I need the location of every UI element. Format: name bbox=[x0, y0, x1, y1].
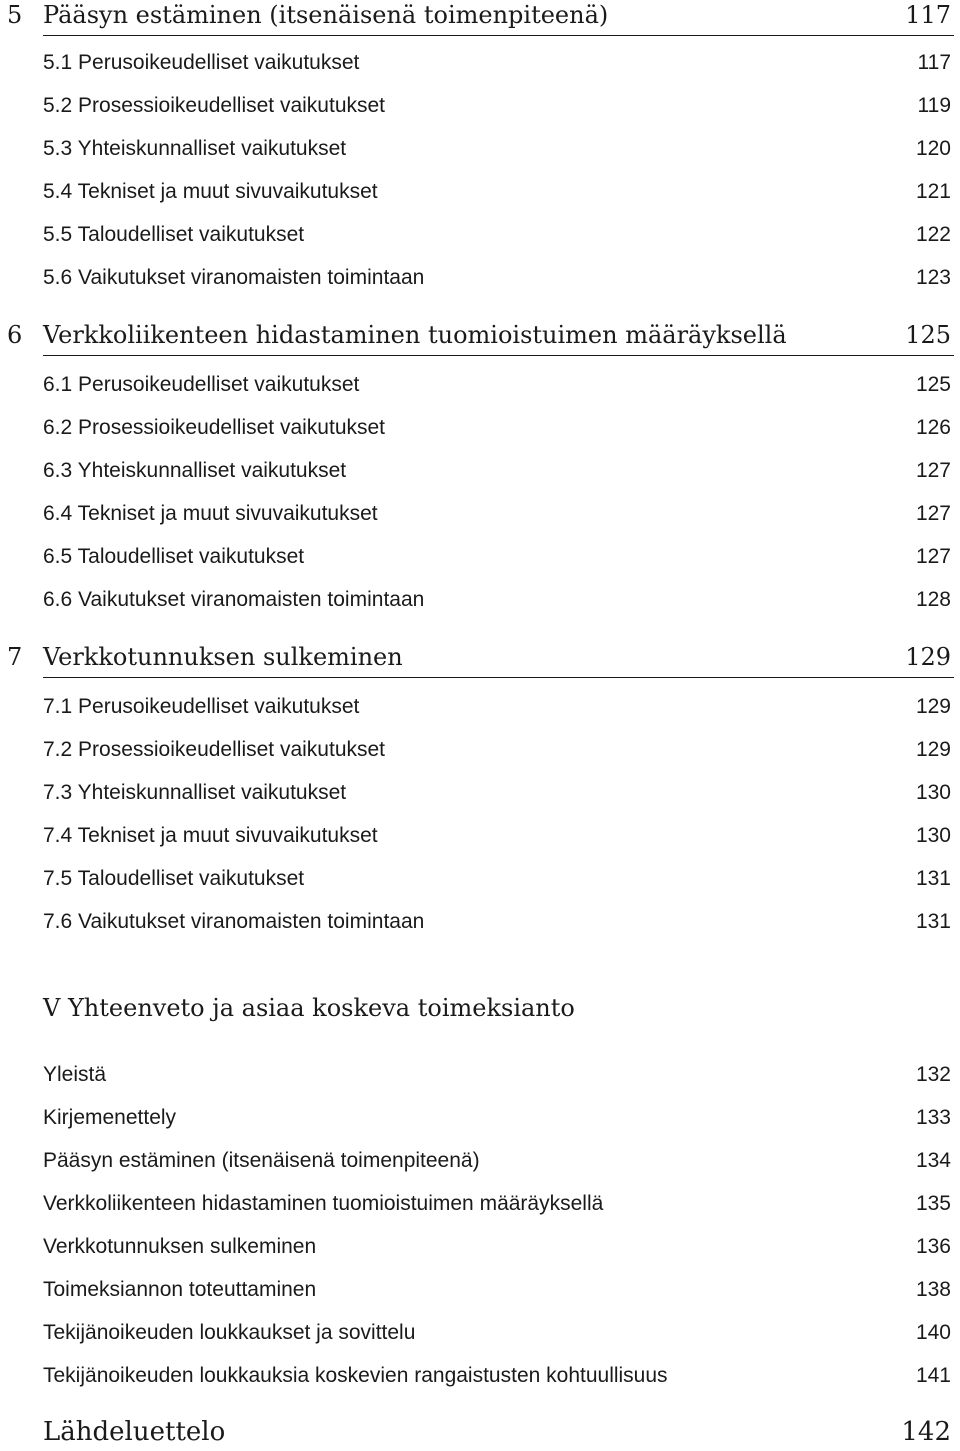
section-title: 6.6 Vaikutukset viranomaisten toimintaan bbox=[43, 588, 425, 611]
section-page: 119 bbox=[917, 94, 951, 117]
section-title: 5.3 Yhteiskunnalliset vaikutukset bbox=[43, 137, 347, 160]
chapter-heading bbox=[0, 320, 960, 358]
bibliography-page: 142 bbox=[901, 1417, 951, 1447]
chapter-title: Verkkotunnuksen sulkeminen bbox=[43, 643, 403, 671]
chapter-number: 7 bbox=[7, 643, 23, 671]
section-title: 5.1 Perusoikeudelliset vaikutukset bbox=[43, 51, 360, 74]
section-title: 7.6 Vaikutukset viranomaisten toimintaan bbox=[43, 910, 425, 933]
chapter-number: 5 bbox=[7, 1, 23, 29]
entry-page: 133 bbox=[915, 1106, 951, 1129]
section-page: 123 bbox=[915, 266, 951, 289]
section-title: 5.2 Prosessioikeudelliset vaikutukset bbox=[43, 94, 386, 117]
bibliography-title: Lähdeluettelo bbox=[43, 1417, 226, 1447]
section-title: 7.3 Yhteiskunnalliset vaikutukset bbox=[43, 781, 347, 804]
chapter-page: 125 bbox=[905, 321, 951, 349]
section-page: 117 bbox=[917, 51, 951, 74]
entry-title: Verkkoliikenteen hidastaminen tuomioistuimen määräyksellä bbox=[43, 1192, 604, 1215]
section-title: 6.1 Perusoikeudelliset vaikutukset bbox=[43, 373, 360, 396]
entry-title: Tekijänoikeuden loukkaukset ja sovittelu bbox=[43, 1321, 416, 1344]
section-title: 7.1 Perusoikeudelliset vaikutukset bbox=[43, 695, 360, 718]
chapter-number: 6 bbox=[7, 321, 23, 349]
section-page: 120 bbox=[915, 137, 951, 160]
section-title: 6.2 Prosessioikeudelliset vaikutukset bbox=[43, 416, 386, 439]
section-page: 130 bbox=[915, 824, 951, 847]
entry-page: 138 bbox=[915, 1278, 951, 1301]
section-title: 6.4 Tekniset ja muut sivuvaikutukset bbox=[43, 502, 378, 525]
section-page: 130 bbox=[915, 781, 951, 804]
entry-title: Kirjemenettely bbox=[43, 1106, 177, 1129]
section-page: 129 bbox=[915, 738, 951, 761]
section-page: 127 bbox=[915, 459, 951, 482]
section-title: 5.5 Taloudelliset vaikutukset bbox=[43, 223, 305, 246]
section-page: 131 bbox=[915, 867, 951, 890]
section-title: 5.4 Tekniset ja muut sivuvaikutukset bbox=[43, 180, 378, 203]
section-page: 125 bbox=[915, 373, 951, 396]
section-page: 127 bbox=[915, 545, 951, 568]
section-page: 122 bbox=[915, 223, 951, 246]
section-page: 127 bbox=[915, 502, 951, 525]
section-title: 5.6 Vaikutukset viranomaisten toimintaan bbox=[43, 266, 425, 289]
chapter-page: 117 bbox=[905, 1, 951, 29]
section-page: 129 bbox=[915, 695, 951, 718]
entry-title: Tekijänoikeuden loukkauksia koskevien rangaistusten kohtuullisuus bbox=[43, 1364, 668, 1387]
entry-page: 141 bbox=[915, 1364, 951, 1387]
part-title: V Yhteenveto ja asiaa koskeva toimeksianto bbox=[43, 994, 575, 1022]
section-title: 6.5 Taloudelliset vaikutukset bbox=[43, 545, 305, 568]
entry-page: 132 bbox=[915, 1063, 951, 1086]
heading-rule bbox=[43, 677, 954, 678]
chapter-title: Pääsyn estäminen (itsenäisenä toimenpiteenä) bbox=[43, 1, 609, 29]
section-title: 6.3 Yhteiskunnalliset vaikutukset bbox=[43, 459, 347, 482]
entry-page: 140 bbox=[915, 1321, 951, 1344]
entry-title: Verkkotunnuksen sulkeminen bbox=[43, 1235, 317, 1258]
entry-page: 136 bbox=[915, 1235, 951, 1258]
section-page: 128 bbox=[915, 588, 951, 611]
section-title: 7.2 Prosessioikeudelliset vaikutukset bbox=[43, 738, 386, 761]
section-title: 7.4 Tekniset ja muut sivuvaikutukset bbox=[43, 824, 378, 847]
chapter-heading bbox=[0, 642, 960, 680]
section-page: 126 bbox=[915, 416, 951, 439]
heading-rule bbox=[43, 355, 954, 356]
entry-title: Yleistä bbox=[43, 1063, 107, 1086]
chapter-title: Verkkoliikenteen hidastaminen tuomioistuimen määräyksellä bbox=[43, 321, 787, 349]
chapter-heading bbox=[0, 0, 960, 38]
entry-page: 135 bbox=[915, 1192, 951, 1215]
section-page: 121 bbox=[915, 180, 951, 203]
section-title: 7.5 Taloudelliset vaikutukset bbox=[43, 867, 305, 890]
entry-title: Toimeksiannon toteuttaminen bbox=[43, 1278, 317, 1301]
chapter-page: 129 bbox=[905, 643, 951, 671]
heading-rule bbox=[43, 35, 954, 36]
section-page: 131 bbox=[915, 910, 951, 933]
entry-title: Pääsyn estäminen (itsenäisenä toimenpiteenä) bbox=[43, 1149, 480, 1172]
entry-page: 134 bbox=[915, 1149, 951, 1172]
